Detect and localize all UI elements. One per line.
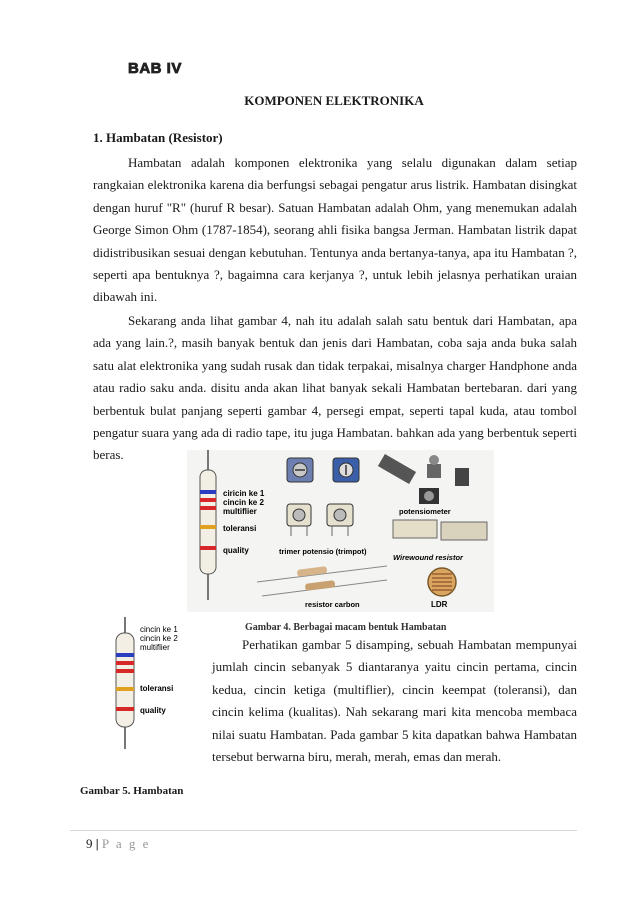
fig4-label-ring2: cincin ke 2 bbox=[223, 498, 264, 507]
section-heading: 1. Hambatan (Resistor) bbox=[93, 130, 223, 145]
fig5-band-1 bbox=[116, 653, 134, 657]
figure-5-resistor bbox=[95, 617, 205, 757]
footer-separator: | bbox=[95, 836, 99, 851]
trimmer-potentiometers bbox=[287, 458, 359, 536]
fig4-label-quality: quality bbox=[223, 546, 249, 555]
band-5 bbox=[200, 546, 216, 550]
chapter-label: BAB IV bbox=[128, 60, 182, 77]
page-word: P a g e bbox=[101, 836, 151, 851]
ldr-component bbox=[428, 568, 456, 596]
footer-divider bbox=[70, 830, 577, 831]
fig4-label-ldr: LDR bbox=[431, 600, 448, 609]
paragraph-2: Sekarang anda lihat gambar 4, nah itu adalah salah satu bentuk dari Hambatan, apa ada yang lain.?, masih banyak bentuk dan jenis dari Hambatan, coba saja anda buka salah satu alat elektronika yang sudah rusak dan tidak terpakai, misalnya charger Handphone anda atau radio saku anda. disitu anda akan lihat banyak sekali Hambatan bertebaran. dari yang berbentuk bulat panjang seperti gambar 4, persegi empat, seperti tapal kuda, atau tombol pengatur suara yang ada di radio tape, itu juga Hambatan. bahkan ada yang berbentuk seperti beras. bbox=[93, 313, 577, 463]
fig5-label-multiplier: multiflier bbox=[140, 643, 170, 652]
fig4-label-tolerance: toleransi bbox=[223, 524, 257, 533]
fig5-label-tolerance: toleransi bbox=[140, 684, 174, 693]
page-number: 9 bbox=[86, 836, 93, 851]
paragraph-3-text: Perhatikan gambar 5 disamping, sebuah Hambatan mempunyai jumlah cincin sebanyak 5 diantaranya yaitu cincin pertama, cincin kedua, cincin ketiga (multiflier), cincin keempat (toleransi), dan cincin kelima (kualitas). Nah sekarang mari kita mencoba membaca nilai suatu Hambatan. Pada gambar 5 kita dapatkan bahwa Hambatan tersebut berwarna biru, merah, merah, emas dan merah. bbox=[212, 637, 577, 765]
fig5-band-5 bbox=[116, 707, 134, 711]
band-3 bbox=[200, 506, 216, 510]
paragraph-3 bbox=[212, 634, 577, 768]
fig4-label-potentiometer: potensiometer bbox=[399, 507, 451, 516]
potentiometers bbox=[378, 454, 469, 504]
figure-4-illustration bbox=[187, 450, 494, 612]
fig5-band-4 bbox=[116, 687, 134, 691]
carbon-resistors bbox=[257, 566, 387, 596]
page-footer bbox=[86, 836, 150, 852]
figure-4-caption: Gambar 4. Berbagai macam bentuk Hambatan bbox=[245, 622, 447, 633]
band-4 bbox=[200, 525, 216, 529]
fig5-band-3 bbox=[116, 669, 134, 673]
fig4-label-ring1: ciricin ke 1 bbox=[223, 489, 265, 498]
paragraph-1: Hambatan adalah komponen elektronika yang selalu digunakan dalam setiap rangkaian elektronika karena dia berfungsi sebagai pengatur arus listrik. Hambatan disingkat dengan huruf "R" (huruf R besar). Satuan Hambatan adalah Ohm, yang menemukan adalah George Simon Ohm (1787-1854), seorang ahli fisika bangsa Jerman. Hambatan listrik dapat didistribusikan sesuai dengan kebutuhan. Tentunya anda bertanya-tanya, apa itu Hambatan ?, seperti apa bentuknya ?, bagaimna cara kerjanya ?, untuk lebih jelasnya perhatikan uraian dibawah ini. bbox=[93, 155, 577, 305]
figure-5-caption: Gambar 5. Hambatan bbox=[80, 785, 184, 797]
figure-5-illustration bbox=[95, 617, 205, 757]
fig5-band-2 bbox=[116, 661, 134, 665]
fig4-label-carbon: resistor carbon bbox=[305, 600, 360, 609]
fig4-label-multiplier: multiflier bbox=[223, 507, 257, 516]
fig5-label-quality: quality bbox=[140, 706, 166, 715]
fig4-label-trimmer: trimer potensio (trimpot) bbox=[279, 547, 367, 556]
band-2 bbox=[200, 498, 216, 502]
figure-4-resistor-types bbox=[187, 450, 494, 612]
wirewound-resistors bbox=[393, 520, 487, 540]
band-1 bbox=[200, 490, 216, 494]
fig4-label-wirewound: Wirewound resistor bbox=[393, 553, 463, 562]
page-title: KOMPONEN ELEKTRONIKA bbox=[244, 93, 424, 108]
fig5-label-ring2: cincin ke 2 bbox=[140, 634, 178, 643]
fig5-label-ring1: cincin ke 1 bbox=[140, 625, 178, 634]
